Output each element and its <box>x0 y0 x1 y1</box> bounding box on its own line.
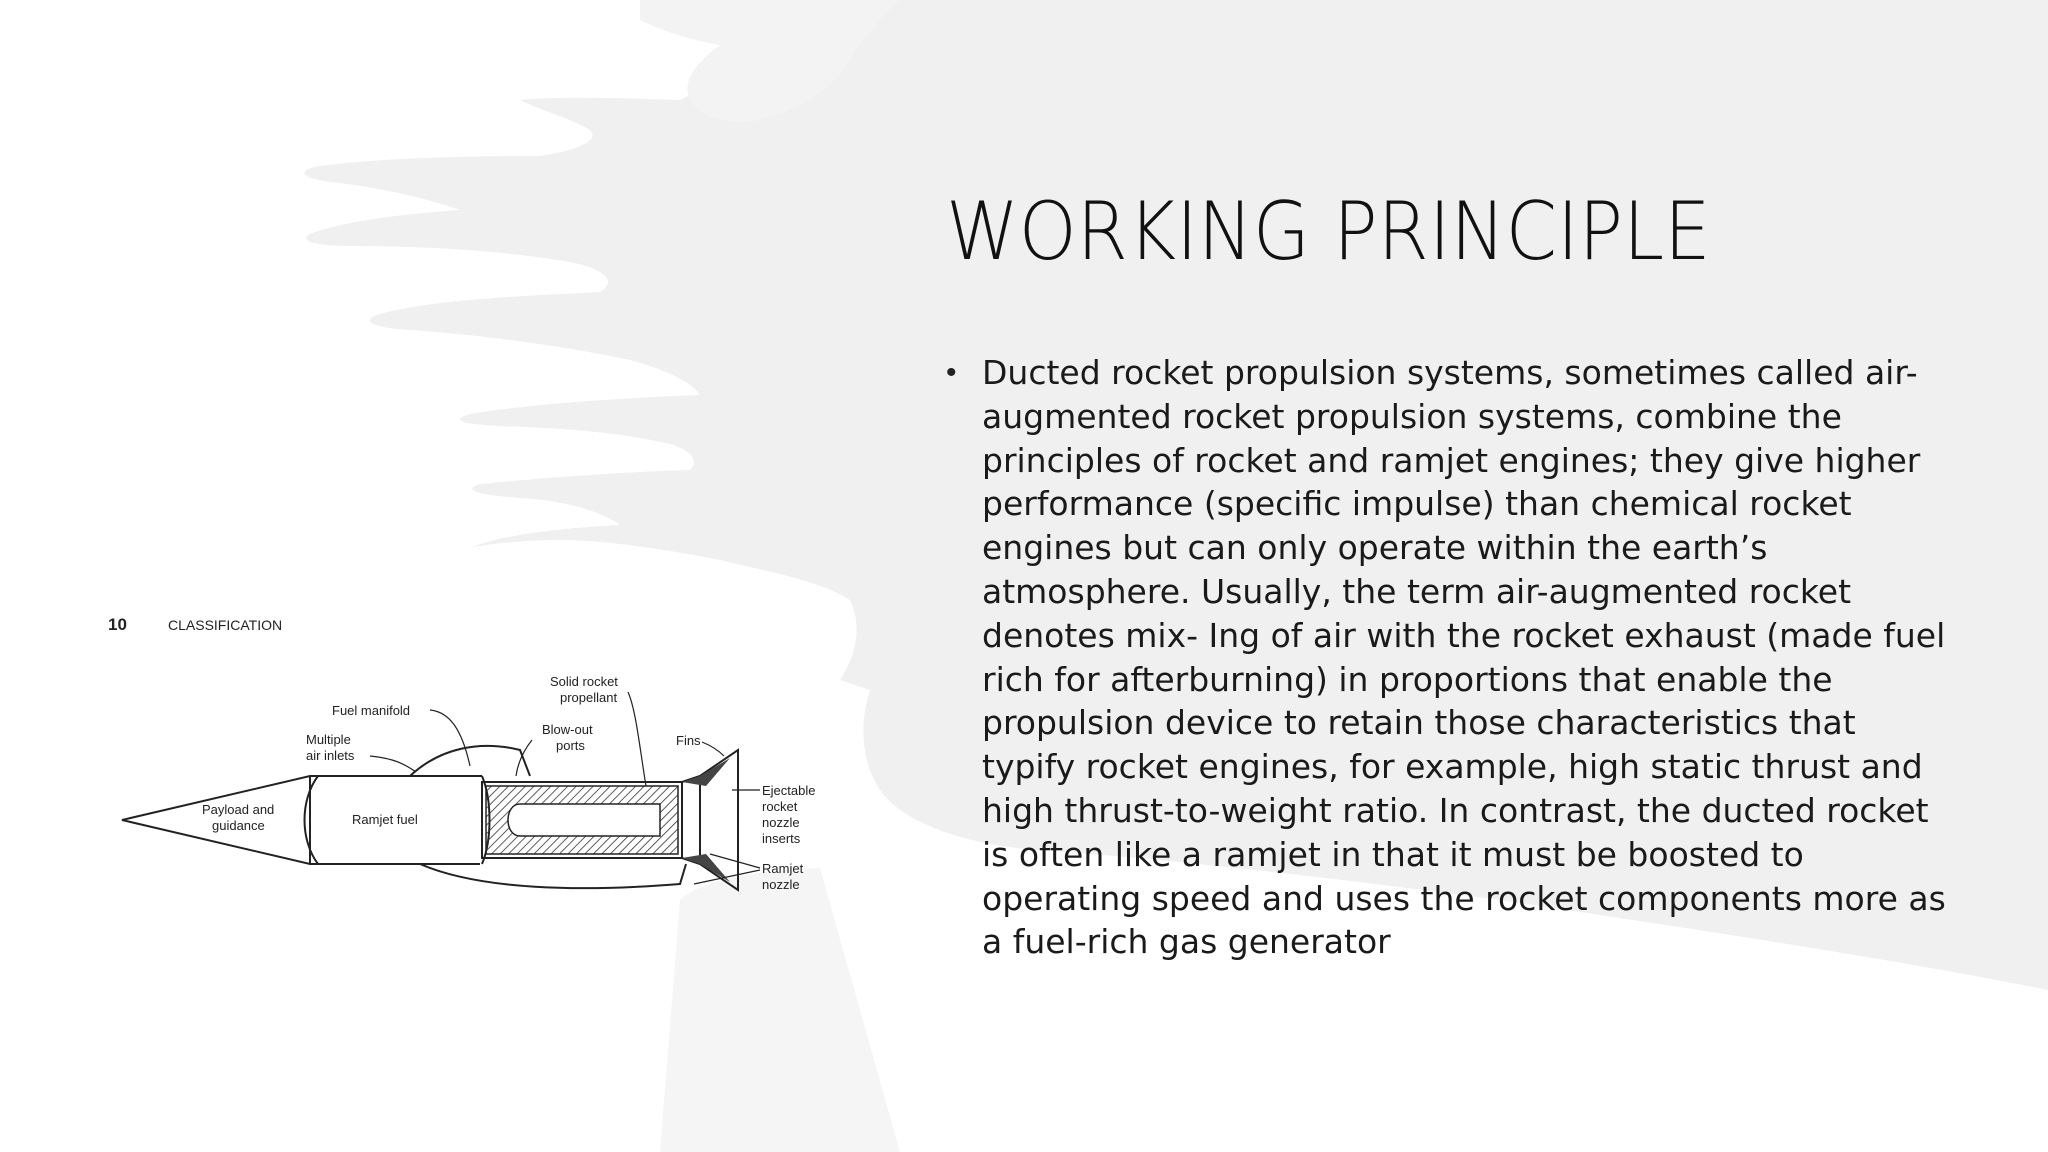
bullet-list <box>940 351 1950 964</box>
label-fuel-manifold: Fuel manifold <box>332 703 411 718</box>
label-ejectable-line3: nozzle <box>762 815 800 830</box>
label-payload-line2: guidance <box>212 818 265 833</box>
label-payload-line1: Payload and <box>202 802 275 817</box>
label-solid-propellant-line1: Solid rocket <box>550 674 618 689</box>
label-ejectable-line2: rocket <box>762 799 798 814</box>
bullet-dot-icon: • <box>946 356 957 389</box>
figure-section-title: CLASSIFICATION <box>168 617 283 633</box>
label-ejectable-line1: Ejectable <box>762 783 816 798</box>
bullet-text: Ducted rocket propulsion systems, sometimes called air-augmented rocket propulsion systems, combine the principles of rocket and ramjet engines; they give higher performance (specific impulse) than chemical rocket engines but can only operate within the earth’s atmosphere. Usually, the term air-augmented rocket denotes mix- Ing of air with the rocket exhaust (made fuel rich for afterburning) in proportions that enable the propulsion device to retain those characteristics that typify rocket engines, for example, high static thrust and high thrust-to-weight ratio. In contrast, the ducted rocket is often like a ramjet in that it must be boosted to operating speed and uses the rocket components more as a fuel-rich gas generator <box>982 353 1946 962</box>
label-air-inlets-line2: air inlets <box>306 748 355 763</box>
solid-propellant-grain <box>486 786 678 854</box>
bullet-item <box>940 351 1950 964</box>
label-ramjet-nozzle-line1: Ramjet <box>762 861 804 876</box>
label-ejectable-line4: inserts <box>762 831 801 846</box>
label-blowout-line2: ports <box>556 738 585 753</box>
label-solid-propellant-line2: propellant <box>560 690 618 705</box>
label-fins: Fins <box>676 733 701 748</box>
label-air-inlets-line1: Multiple <box>306 732 351 747</box>
label-ramjet-fuel: Ramjet fuel <box>352 812 418 827</box>
label-blowout-line1: Blow-out <box>542 722 593 737</box>
label-ramjet-nozzle-line2: nozzle <box>762 877 800 892</box>
ducted-rocket-diagram <box>100 600 840 920</box>
figure-page-number: 10 <box>108 615 127 634</box>
slide-title: WORKING PRINCIPLE <box>946 185 1711 278</box>
